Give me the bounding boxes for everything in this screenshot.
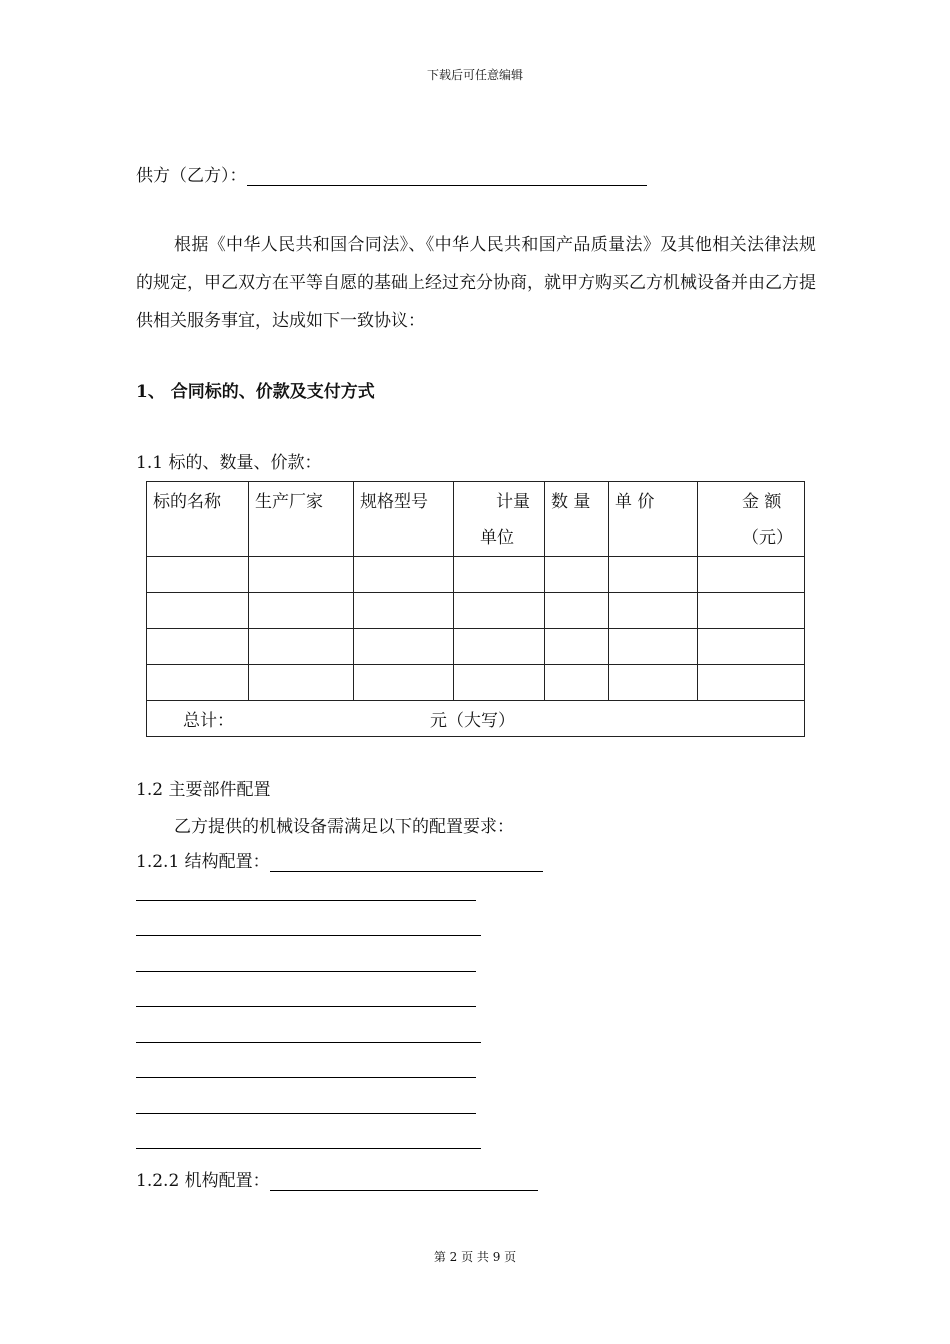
table-cell[interactable] (454, 629, 545, 665)
table-cell[interactable] (249, 629, 354, 665)
header-amount-line2: （元） (742, 528, 793, 548)
table-row (147, 557, 805, 593)
table-cell[interactable] (354, 557, 454, 593)
header-quantity: 数 量 (545, 482, 609, 557)
subsection-1-2-desc: 乙方提供的机械设备需满足以下的配置要求： (174, 817, 514, 837)
blank-line[interactable] (136, 935, 481, 936)
table-cell[interactable] (249, 665, 354, 701)
table-cell[interactable] (354, 593, 454, 629)
header-amount (698, 482, 805, 557)
table-cell[interactable] (147, 665, 249, 701)
header-unit-line1: 计量 (496, 492, 530, 512)
supplier-blank[interactable] (247, 167, 647, 186)
item-1-2-2-label: 1.2.2 机构配置： (136, 1171, 270, 1191)
header-unit-line2: 单位 (480, 528, 514, 548)
table-cell[interactable] (454, 665, 545, 701)
item-1-2-2-line (136, 1166, 538, 1191)
table-cell[interactable] (147, 593, 249, 629)
section-1-title: 1、 合同标的、价款及支付方式 (136, 382, 375, 402)
table-cell[interactable] (545, 557, 609, 593)
page-header-note: 下载后可任意编辑 (426, 68, 523, 82)
header-amount-line1: 金 额 (742, 492, 782, 512)
item-1-2-1-blank[interactable] (270, 853, 543, 872)
table-cell[interactable] (545, 629, 609, 665)
item-1-2-1-line (136, 847, 543, 872)
page-footer-number: 第 2 页 共 9 页 (433, 1250, 517, 1264)
intro-paragraph: 根据《中华人民共和国合同法》、《中华人民共和国产品质量法》及其他相关法律法规的规定，甲乙双方在平等自愿的基础上经过充分协商，就甲方购买乙方机械设备并由乙方提供相关服务事宜，达成如下一致协议： (136, 235, 816, 331)
table-cell[interactable] (249, 593, 354, 629)
subsection-1-1-title: 1.1 标的、数量、价款： (136, 453, 322, 473)
table-cell[interactable] (147, 557, 249, 593)
header-unit-price: 单 价 (609, 482, 698, 557)
table-cell[interactable] (354, 629, 454, 665)
table-header-row (147, 482, 805, 557)
item-1-2-1-label: 1.2.1 结构配置： (136, 852, 270, 872)
blank-line[interactable] (136, 900, 476, 901)
table-row (147, 665, 805, 701)
table-cell[interactable] (698, 593, 805, 629)
table-cell[interactable] (609, 557, 698, 593)
table-cell[interactable] (609, 629, 698, 665)
blank-line[interactable] (136, 1077, 476, 1078)
table-cell[interactable] (545, 665, 609, 701)
blank-line[interactable] (136, 1148, 481, 1149)
table-row (147, 593, 805, 629)
item-1-2-2-blank[interactable] (270, 1172, 538, 1191)
supplier-line (136, 161, 647, 186)
table-cell[interactable] (454, 593, 545, 629)
header-manufacturer: 生产厂家 (249, 482, 354, 557)
header-unit (454, 482, 545, 557)
table-cell[interactable] (147, 629, 249, 665)
blank-line[interactable] (136, 1113, 476, 1114)
blank-line[interactable] (136, 971, 476, 972)
table-cell[interactable] (698, 629, 805, 665)
blank-line[interactable] (136, 1042, 481, 1043)
table-cell[interactable] (545, 593, 609, 629)
table-cell[interactable] (609, 593, 698, 629)
subsection-1-2-title: 1.2 主要部件配置 (136, 780, 271, 800)
table-cell[interactable] (698, 665, 805, 701)
table-cell[interactable] (354, 665, 454, 701)
total-currency-label: 元（大写） (430, 711, 515, 731)
header-item-name: 标的名称 (147, 482, 249, 557)
table-row (147, 629, 805, 665)
header-model: 规格型号 (354, 482, 454, 557)
total-cell[interactable] (147, 701, 805, 737)
table-cell[interactable] (454, 557, 545, 593)
total-label: 总计： (183, 711, 234, 731)
table-cell[interactable] (698, 557, 805, 593)
supplier-label: 供方（乙方）： (136, 166, 247, 186)
table-cell[interactable] (609, 665, 698, 701)
table-total-row (147, 701, 805, 737)
item-price-table (146, 481, 805, 737)
table-cell[interactable] (249, 557, 354, 593)
blank-line[interactable] (136, 1006, 476, 1007)
